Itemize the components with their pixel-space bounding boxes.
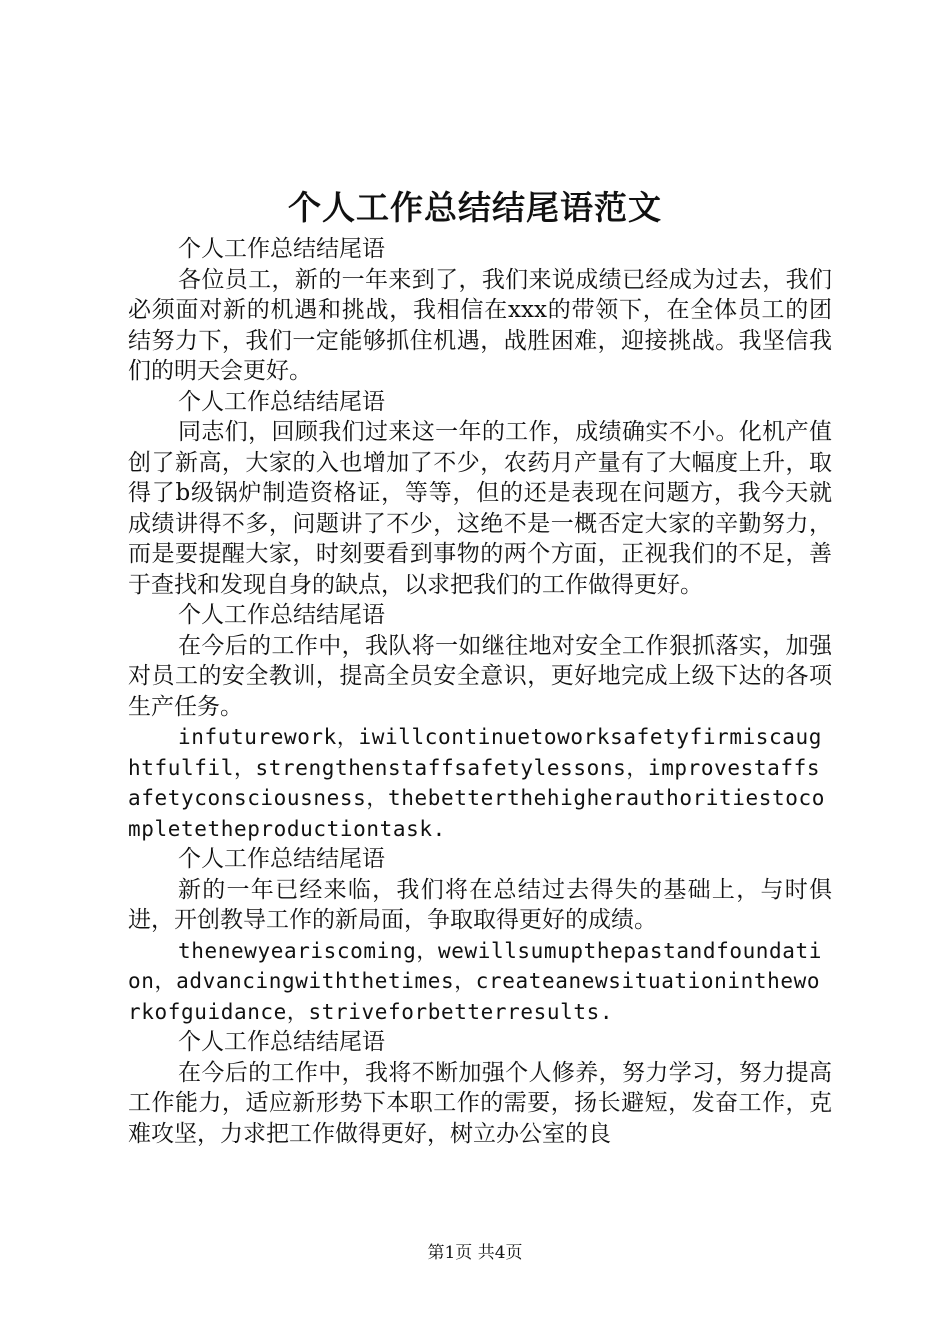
page-number-footer: 第1页 共4页: [427, 1243, 523, 1263]
body-paragraph: 在今后的工作中，我队将一如继往地对安全工作狠抓落实，加强对员工的安全教训，提高全员安全意识，更好地完成上级下达的各项生产任务。: [128, 632, 832, 720]
body-paragraph: 各位员工，新的一年来到了，我们来说成绩已经成为过去，我们必须面对新的机遇和挑战，我相信在xxx的带领下，在全体员工的团结努力下，我们一定能够抓住机遇，战胜困难，迎接挑战。我坚信我们的明天会更好。: [128, 266, 832, 384]
english-paragraph: thenewyeariscoming，wewillsumupthepastandfoundation，advancingwiththetimes，createanewsituationintheworkofguidance，striveforbetterresults.: [128, 938, 823, 1024]
section-heading: 个人工作总结结尾语: [178, 388, 385, 415]
section-heading: 个人工作总结结尾语: [178, 846, 385, 872]
body-paragraph: 在今后的工作中，我将不断加强个人修养，努力学习，努力提高工作能力，适应新形势下本职工作的需要，扬长避短，发奋工作，克难攻坚，力求把工作做得更好，树立办公室的良: [128, 1059, 832, 1147]
body-paragraph: 同志们，回顾我们过来这一年的工作，成绩确实不小。化机产值创了新高，大家的入也增加了不少，农药月产量有了大幅度上升，取得了b级锅炉制造资格证，等等，但的还是表现在问题方，我今天就成绩讲得不多，问题讲了不少，这绝不是一概否定大家的辛勤努力，而是要提醒大家，时刻要看到事物的两个方面，正视我们的不足，善于查找和发现自身的缺点，以求把我们的工作做得更好。: [128, 419, 832, 598]
section-heading: 个人工作总结结尾语: [178, 602, 385, 628]
body-paragraph: 新的一年已经来临，我们将在总结过去得失的基础上，与时俱进，开创教导工作的新局面，争取取得更好的成绩。: [128, 876, 832, 933]
english-paragraph: infuturework，iwillcontinuetoworksafetyfirmiscaughtfulfil，strengthenstaffsafetylessons，improvestaffsafetyconsciousness，thebetterthehigherauthoritiestocompletetheproductiontask.: [128, 725, 825, 841]
document-body: [128, 234, 832, 1149]
section-heading: 个人工作总结结尾语: [178, 1029, 385, 1055]
section-heading: 个人工作总结结尾语: [178, 236, 385, 262]
document-title: 个人工作总结结尾语范文: [288, 188, 662, 227]
